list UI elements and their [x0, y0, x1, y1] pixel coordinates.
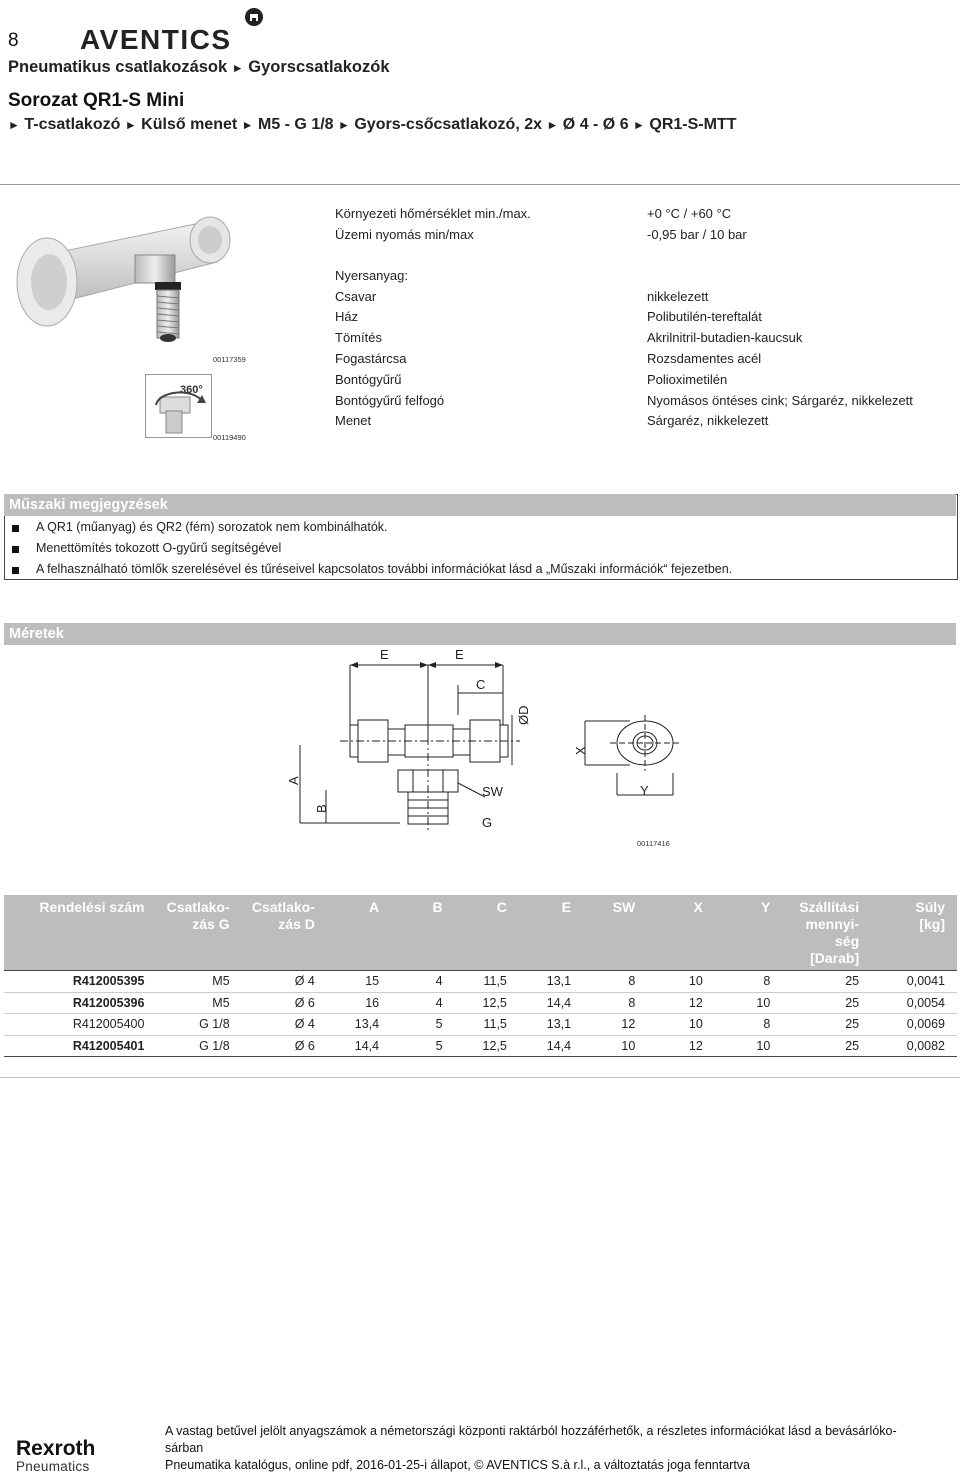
footer-catalog: Pneumatika katalógus, online pdf, 2016-01-25-i állapot, © AVENTICS S.à r.l., a változtatás joga fenntartva: [165, 1458, 751, 1472]
material-value: Rozsdamentes acél: [647, 351, 762, 366]
bullet-icon: [12, 567, 19, 574]
material-value: Sárgaréz, nikkelezett: [647, 413, 769, 428]
table-cell: 10: [707, 1035, 775, 1057]
material-label: Csavar: [335, 289, 377, 304]
table-cell: M5: [148, 971, 233, 993]
image-id: 00119490: [213, 433, 246, 442]
table-header-row: [4, 895, 957, 971]
bullet-icon: [12, 525, 19, 532]
table-row: [4, 992, 957, 1014]
note-item: A QR1 (műanyag) és QR2 (fém) sorozatok nem kombinálhatók.: [36, 520, 388, 534]
table-cell: 10: [575, 1035, 639, 1057]
dim-label: E: [455, 647, 464, 662]
table-cell: Ø 4: [234, 971, 319, 993]
table-cell: [949, 992, 957, 1014]
breadcrumb-item[interactable]: Pneumatikus csatlakozások: [8, 58, 228, 76]
arrow-right-icon: ►: [338, 118, 350, 132]
table-cell: [949, 1014, 957, 1036]
table-cell: 10: [639, 971, 707, 993]
col-header-quantity: Szállítási mennyi- ség [Darab]: [774, 895, 863, 971]
footer-note: A vastag betűvel jelölt anyagszámok a németországi központi raktárból hozzáférhetők, a részletes információkat lásd a bevásárlókо-: [165, 1424, 897, 1438]
col-header-y: Y: [707, 895, 775, 971]
arrow-right-icon: ►: [241, 118, 254, 132]
order-number[interactable]: R412005396: [4, 992, 148, 1014]
col-header-x: X: [639, 895, 707, 971]
breadcrumb: [8, 58, 390, 77]
pneumatics-logo-text: Pneumatics: [16, 1459, 90, 1474]
material-value: Polibutilén-tereftalát: [647, 309, 762, 324]
dim-label: B: [314, 804, 329, 813]
col-header-b: B: [383, 895, 447, 971]
page-number: 8: [8, 30, 19, 51]
col-header-order-number: Rendelési szám: [4, 895, 148, 971]
table-cell: 13,1: [511, 971, 575, 993]
table-cell: 12: [575, 1014, 639, 1036]
rexroth-logo: Rexroth: [16, 1437, 96, 1460]
col-header-e: E: [511, 895, 575, 971]
col-header-sw: SW: [575, 895, 639, 971]
table-cell: 5: [383, 1014, 447, 1036]
arrow-right-icon: ►: [546, 118, 559, 132]
rotation-detail-image: [145, 374, 212, 438]
material-value: Nyomásos öntéses cink; Sárgaréz, nikkelezett: [647, 393, 913, 408]
footer-note: sárban: [165, 1441, 204, 1455]
bullet-icon: [12, 546, 19, 553]
material-label: Bontógyűrű felfogó: [335, 393, 445, 408]
divider: [0, 184, 960, 185]
spec-label: Környezeti hőmérséklet min./max.: [335, 206, 531, 221]
table-cell: 8: [707, 971, 775, 993]
material-label: Ház: [335, 309, 359, 324]
material-label: Bontógyűrű: [335, 372, 402, 387]
material-label: Tömítés: [335, 330, 382, 345]
material-value: Akrilnitril-butadien-kaucsuk: [647, 330, 803, 345]
table-cell: 11,5: [447, 1014, 511, 1036]
table-cell: M5: [148, 992, 233, 1014]
dim-label: G: [482, 815, 493, 830]
col-header-connection-d: Csatlako- zás D: [234, 895, 319, 971]
material-value: nikkelezett: [647, 289, 709, 304]
order-number[interactable]: R412005401: [4, 1035, 148, 1057]
breadcrumb-item[interactable]: Gyorscsatlakozók: [248, 58, 390, 76]
table-cell: 16: [319, 992, 383, 1014]
dim-label: C: [476, 677, 486, 692]
spec-value: -0,95 bar / 10 bar: [647, 227, 747, 242]
spec-value: +0 °C / +60 °C: [647, 206, 732, 221]
note-item: Menettömítés tokozott O-gyűrű segítségével: [36, 541, 282, 555]
order-number[interactable]: R412005395: [4, 971, 148, 993]
table-cell: 4: [383, 971, 447, 993]
table-row: [4, 1035, 957, 1057]
path-item: QR1-S-MTT: [649, 116, 737, 133]
svg-text:AVENTICS: AVENTICS: [80, 24, 232, 52]
table-cell: 0,0041: [863, 971, 949, 993]
arrow-right-icon: ►: [124, 118, 137, 132]
table-cell: Ø 6: [234, 992, 319, 1014]
arrow-right-icon: ►: [231, 61, 244, 75]
path-item: Külső menet: [141, 116, 238, 133]
path-item: Ø 4 - Ø 6: [562, 116, 629, 133]
table-cell: 14,4: [319, 1035, 383, 1057]
table-cell: 12,5: [447, 992, 511, 1014]
image-id: 00117416: [637, 839, 670, 848]
table-cell: 13,1: [511, 1014, 575, 1036]
divider: [0, 1077, 960, 1078]
table-cell: 0,0054: [863, 992, 949, 1014]
table-cell: G 1/8: [148, 1035, 233, 1057]
table-cell: 25: [774, 992, 863, 1014]
table-cell: 4: [383, 992, 447, 1014]
table-cell: Ø 6: [234, 1035, 319, 1057]
table-cell: 8: [707, 1014, 775, 1036]
table-cell: 5: [383, 1035, 447, 1057]
order-table: [4, 895, 957, 1057]
material-heading: Nyersanyag:: [335, 268, 408, 283]
image-id: 00117359: [213, 355, 246, 364]
note-item: A felhasználható tömlők szerelésével és tűréseivel kapcsolatos további információkat lásd a „Műszaki információk“ fejezetben.: [36, 562, 733, 576]
dimension-drawing: [280, 645, 700, 850]
dim-label: A: [286, 776, 301, 785]
table-cell: 8: [575, 992, 639, 1014]
dim-label: E: [380, 647, 389, 662]
path-item: T-csatlakozó: [24, 116, 121, 133]
dim-label: ØD: [516, 705, 531, 725]
material-label: Menet: [335, 413, 372, 428]
table-row: [4, 971, 957, 993]
arrow-right-icon: ►: [8, 118, 20, 132]
table-cell: 25: [774, 1035, 863, 1057]
dim-label: Y: [640, 783, 649, 798]
material-value: Polioximetilén: [647, 372, 728, 387]
table-cell: 0,0082: [863, 1035, 949, 1057]
col-header-connection-g: Csatlako- zás G: [148, 895, 233, 971]
table-cell: 25: [774, 1014, 863, 1036]
table-cell: 10: [707, 992, 775, 1014]
col-header-weight: Súly [kg]: [863, 895, 949, 971]
table-cell: 25: [774, 971, 863, 993]
table-row: [4, 1014, 957, 1036]
col-header-c: C: [447, 895, 511, 971]
product-photo: [5, 200, 245, 355]
table-cell: 13,4: [319, 1014, 383, 1036]
technical-notes-title: Műszaki megjegyzések: [4, 494, 956, 516]
aventics-logo: [80, 6, 270, 57]
spec-label: Üzemi nyomás min/max: [335, 227, 474, 242]
table-cell: 14,4: [511, 992, 575, 1014]
material-label: Fogastárcsa: [335, 351, 407, 366]
order-number[interactable]: R412005400: [4, 1014, 148, 1036]
table-cell: 8: [575, 971, 639, 993]
dimensions-title: Méretek: [4, 623, 956, 645]
table-cell: 12: [639, 992, 707, 1014]
dim-label: SW: [482, 784, 503, 799]
table-cell: [949, 1035, 957, 1057]
path-item: M5 - G 1/8: [257, 116, 334, 133]
table-cell: 0,0069: [863, 1014, 949, 1036]
table-cell: 14,4: [511, 1035, 575, 1057]
table-cell: 12,5: [447, 1035, 511, 1057]
product-path: [8, 116, 737, 134]
table-cell: 10: [639, 1014, 707, 1036]
table-cell: 15: [319, 971, 383, 993]
col-header-a: A: [319, 895, 383, 971]
series-title: Sorozat QR1-S Mini: [8, 90, 185, 111]
table-cell: [949, 971, 957, 993]
table-cell: 12: [639, 1035, 707, 1057]
path-item: Gyors-csőcsatlakozó, 2x: [354, 116, 542, 133]
dim-label: X: [573, 746, 588, 755]
table-cell: G 1/8: [148, 1014, 233, 1036]
svg-text:360°: 360°: [180, 384, 203, 396]
arrow-right-icon: ►: [633, 118, 645, 132]
col-header-spacer: [949, 895, 957, 971]
table-cell: Ø 4: [234, 1014, 319, 1036]
table-cell: 11,5: [447, 971, 511, 993]
